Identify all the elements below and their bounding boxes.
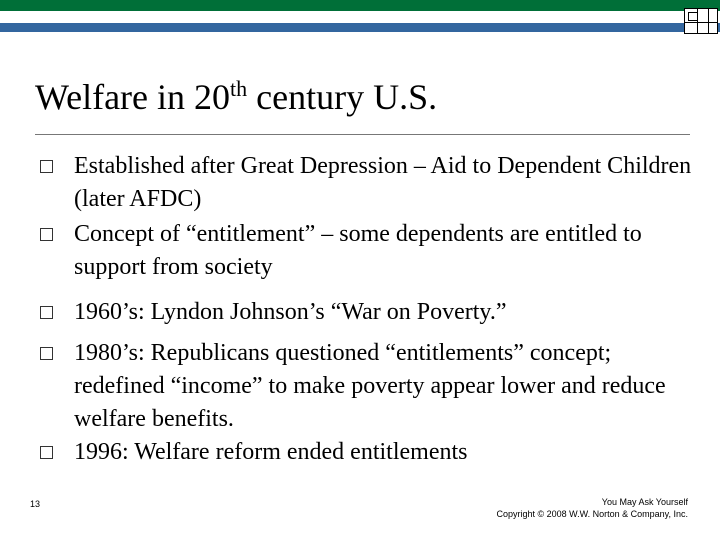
bullet-item xyxy=(32,296,692,329)
bullet-text: 1980’s: Republicans questioned “entitlements” concept; redefined “income” to make poverty appear lower and reduce welfare benefits. xyxy=(74,340,666,432)
secondary-decorative-bar xyxy=(0,23,720,32)
page-number: 13 xyxy=(30,499,41,509)
square-bullet-icon xyxy=(40,306,53,319)
bullet-text: 1996: Welfare reform ended entitlements xyxy=(74,439,468,465)
title-superscript: th xyxy=(230,76,248,101)
bullet-list xyxy=(32,150,692,469)
square-bullet-icon xyxy=(40,160,53,173)
bullet-item xyxy=(32,436,692,469)
footer-book-title: You May Ask Yourself xyxy=(601,497,688,507)
square-bullet-icon xyxy=(40,347,53,360)
bullet-item xyxy=(32,218,692,284)
bullet-item xyxy=(32,150,692,216)
bullet-item xyxy=(32,337,692,436)
title-main: Welfare in 20 xyxy=(35,77,231,117)
corner-square-ornament xyxy=(688,12,698,21)
footer-copyright: Copyright © 2008 W.W. Norton & Company, Inc. xyxy=(496,509,688,519)
title-rest: century U.S. xyxy=(247,77,438,117)
slide-title xyxy=(35,78,437,118)
square-bullet-icon xyxy=(40,446,53,459)
footer-credit xyxy=(496,496,688,520)
title-divider xyxy=(35,134,690,135)
bullet-text: 1960’s: Lyndon Johnson’s “War on Poverty.” xyxy=(74,299,507,325)
top-decorative-bar xyxy=(0,0,720,11)
bullet-text: Concept of “entitlement” – some dependents are entitled to support from society xyxy=(74,221,642,280)
bullet-text: Established after Great Depression – Aid to Dependent Children (later AFDC) xyxy=(74,153,692,212)
square-bullet-icon xyxy=(40,228,53,241)
